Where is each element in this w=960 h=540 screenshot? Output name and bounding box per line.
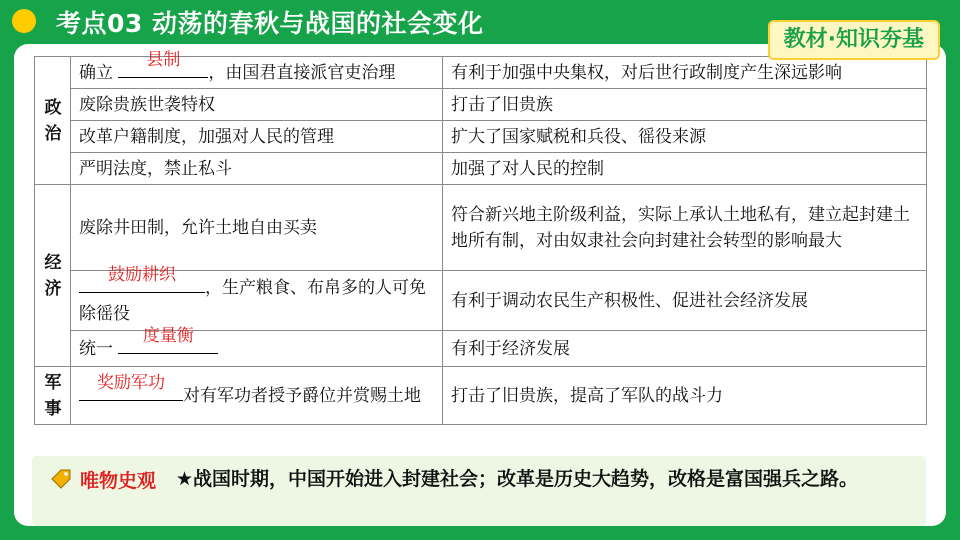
table-row bbox=[35, 121, 927, 153]
note-label: 唯物史观 bbox=[80, 470, 157, 492]
category-cell bbox=[35, 57, 71, 185]
measure-text: 统一 bbox=[79, 339, 113, 359]
measure-cell: 废除井田制，允许土地自由买卖 bbox=[71, 185, 443, 271]
effect-cell: 打击了旧贵族 bbox=[443, 89, 927, 121]
table-row bbox=[35, 89, 927, 121]
measure-cell bbox=[71, 50, 443, 89]
blank-answer: 县制 bbox=[146, 50, 181, 70]
measure-cell: 改革户籍制度，加强对人民的管理 bbox=[71, 121, 443, 153]
category-label: 经济 bbox=[44, 252, 62, 299]
effect-cell: 有利于加强中央集权，对后世行政制度产生深远影响 bbox=[443, 57, 927, 89]
page-title: 考点03 动荡的春秋与战国的社会变化 bbox=[56, 9, 484, 38]
fill-blank bbox=[118, 50, 208, 78]
effect-cell: 打击了旧贵族，提高了军队的战斗力 bbox=[443, 367, 927, 425]
blank-answer: 度量衡 bbox=[142, 326, 194, 346]
table-row bbox=[35, 331, 927, 367]
fill-blank bbox=[79, 373, 183, 401]
measure-cell: 废除贵族世袭特权 bbox=[71, 89, 443, 121]
blank-answer: 奖励军功 bbox=[97, 373, 165, 393]
effect-cell: 有利于经济发展 bbox=[443, 331, 927, 367]
note-text: ★战国时期，中国开始进入封建社会；改革是历史大趋势，改格是富国强兵之路。 bbox=[176, 468, 859, 490]
table-row bbox=[35, 153, 927, 185]
category-cell bbox=[35, 185, 71, 367]
measure-text: ，由国君直接派官吏治理 bbox=[208, 63, 396, 83]
category-label: 政治 bbox=[44, 97, 62, 144]
table-row bbox=[35, 271, 927, 331]
table-row bbox=[35, 367, 927, 425]
measure-cell bbox=[71, 367, 443, 425]
measure-text: 确立 bbox=[79, 63, 113, 83]
table-row bbox=[35, 57, 927, 89]
table-row bbox=[35, 185, 927, 271]
measure-text: 对有军功者授予爵位并赏赐土地 bbox=[183, 386, 421, 406]
tag-icon bbox=[50, 468, 72, 490]
measure-cell bbox=[71, 265, 443, 331]
effect-cell: 扩大了国家赋税和兵役、徭役来源 bbox=[443, 121, 927, 153]
measure-text: ，生产粮食、布帛多的人可免除徭役 bbox=[79, 278, 426, 324]
effect-cell: 符合新兴地主阶级利益，实际上承认土地私有，建立起封建土地所有制，对由奴隶社会向封建社会转型的影响最大 bbox=[443, 185, 927, 271]
category-label: 军事 bbox=[44, 372, 62, 419]
measure-cell bbox=[71, 326, 443, 367]
blank-answer: 鼓励耕织 bbox=[108, 265, 176, 285]
measure-cell: 严明法度，禁止私斗 bbox=[71, 153, 443, 185]
historical-materialism-note bbox=[32, 456, 926, 526]
category-cell bbox=[35, 367, 71, 425]
reform-table bbox=[34, 50, 927, 425]
fill-blank bbox=[79, 265, 205, 293]
section-badge: 教材·知识夯基 bbox=[768, 20, 940, 60]
circle-bullet-icon bbox=[12, 9, 36, 33]
fill-blank bbox=[118, 326, 218, 354]
effect-cell: 加强了对人民的控制 bbox=[443, 153, 927, 185]
content-panel bbox=[14, 44, 946, 526]
effect-cell: 有利于调动农民生产积极性、促进社会经济发展 bbox=[443, 271, 927, 331]
